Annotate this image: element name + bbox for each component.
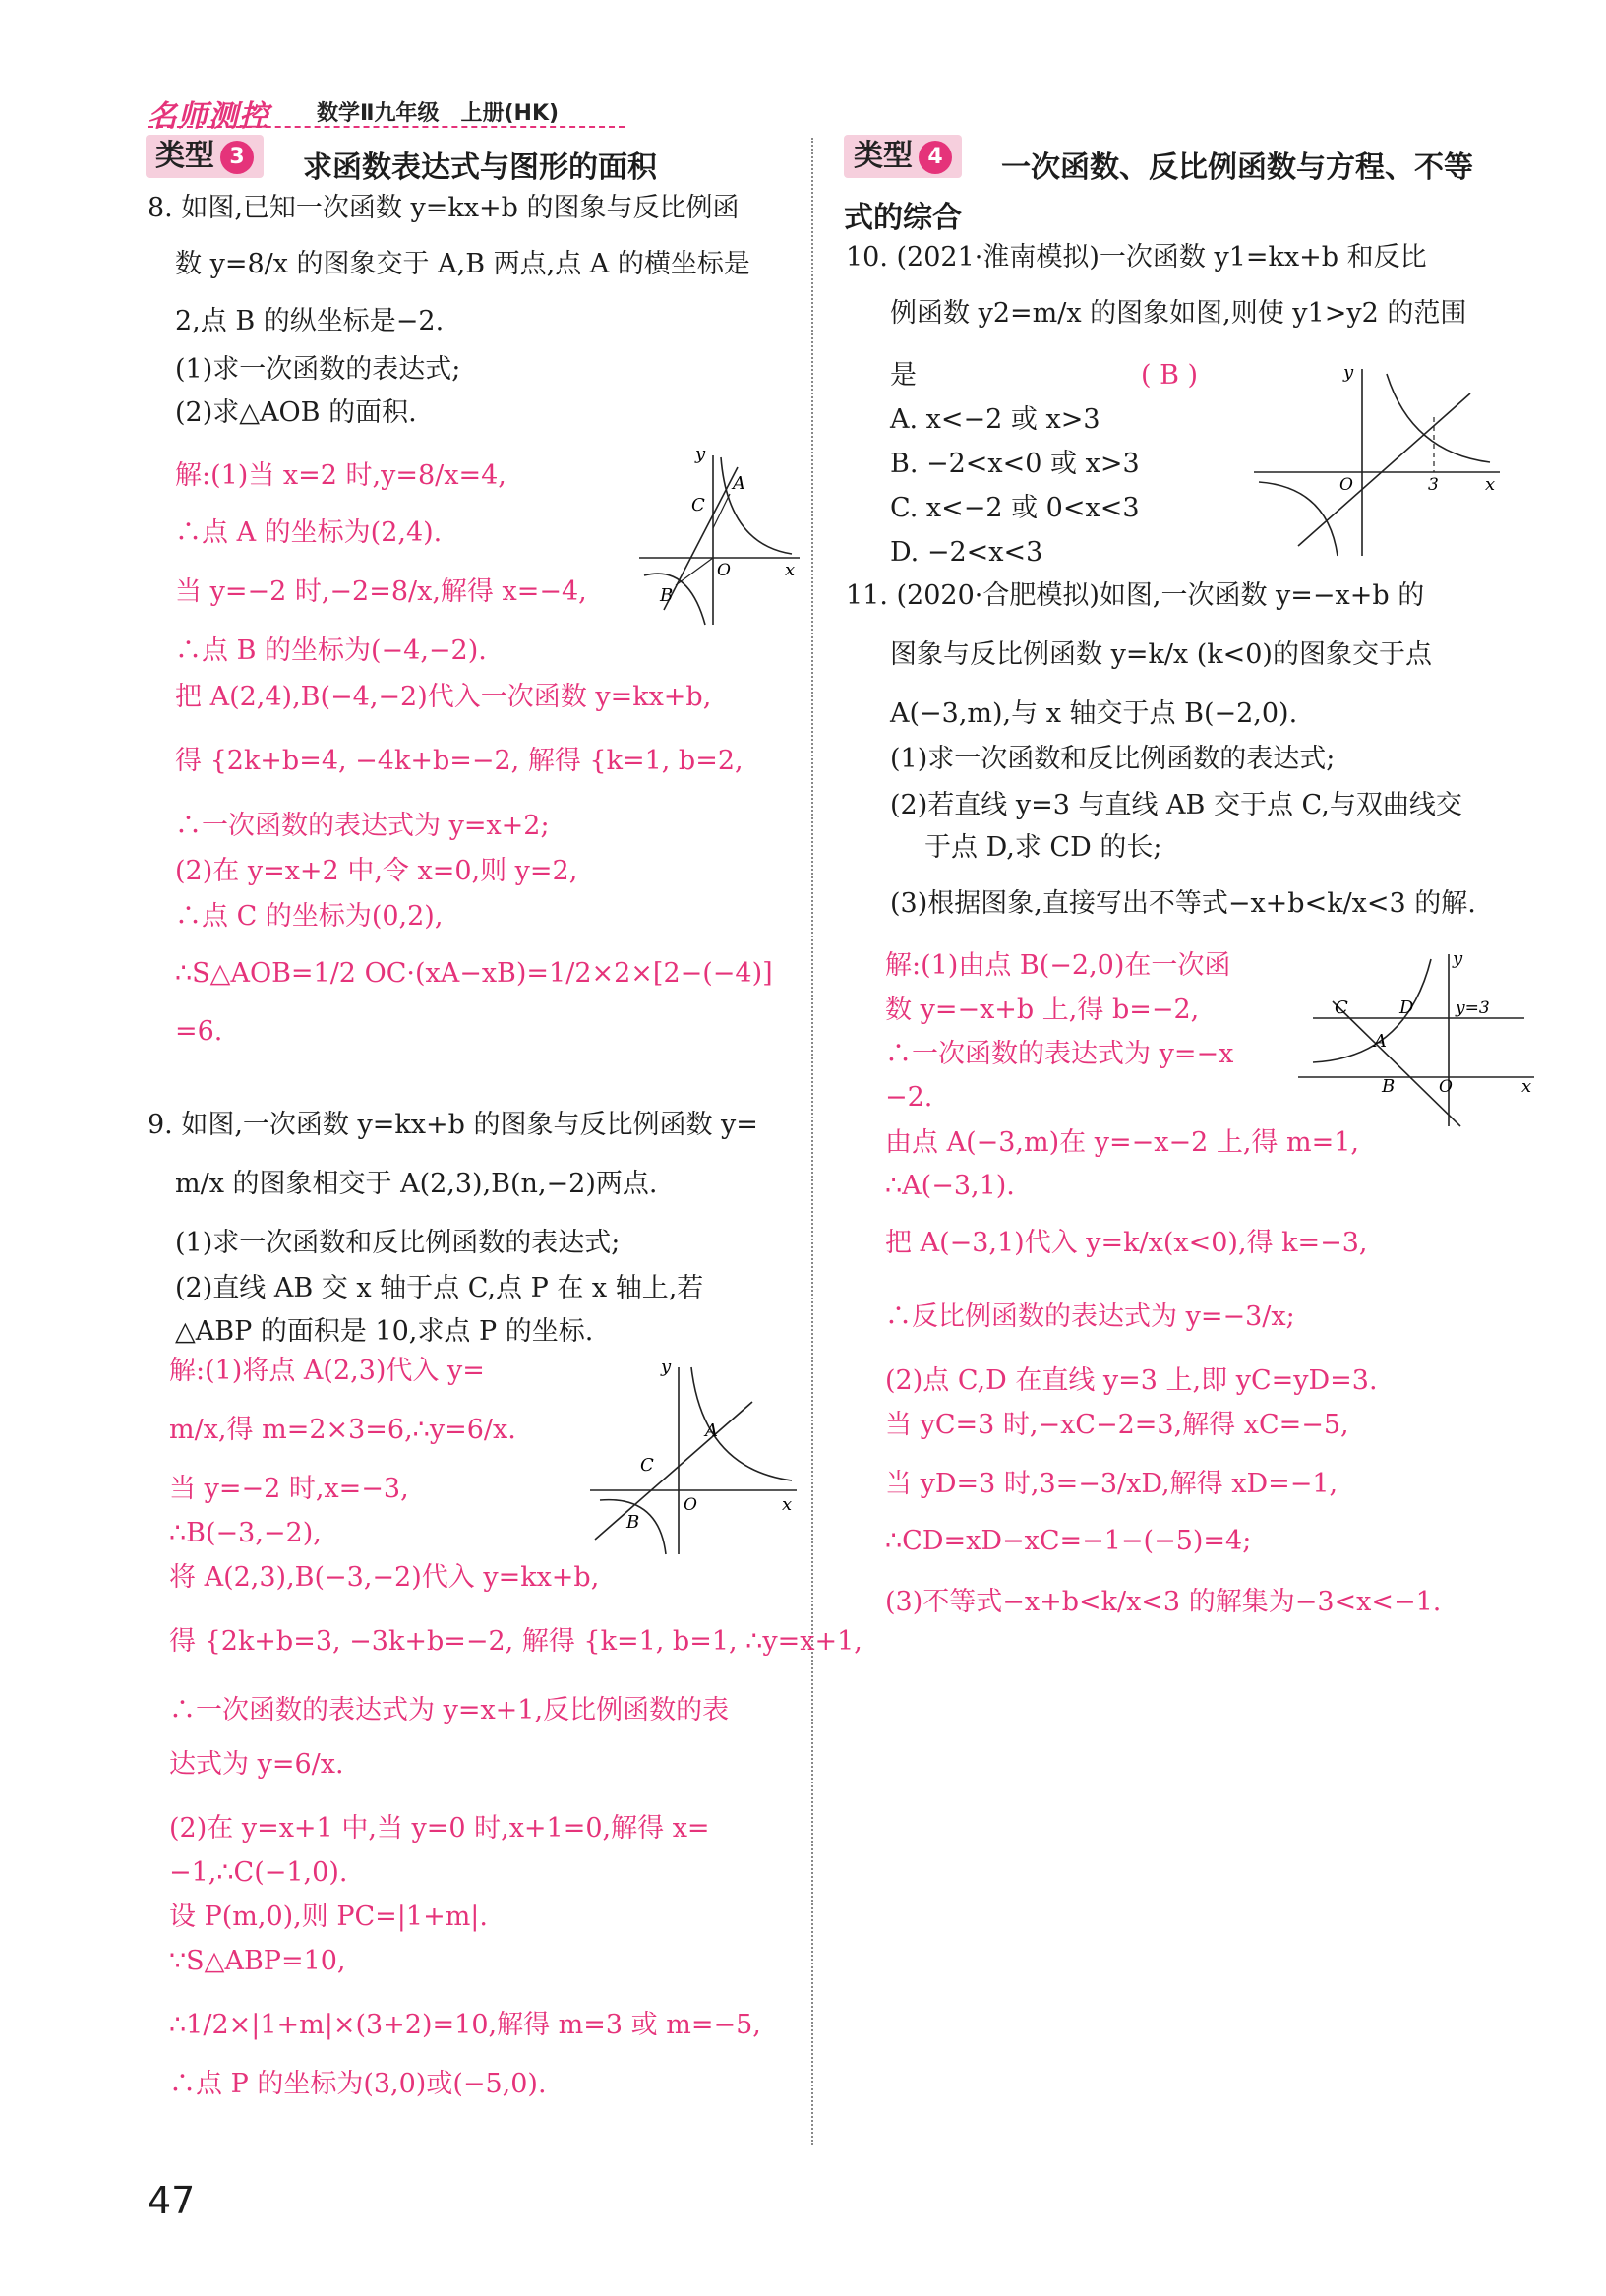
q11-line: (3)根据图象,直接写出不等式−x+b<k/x<3 的解. [890,888,1476,919]
q8-sol-line: 把 A(2,4),B(−4,−2)代入一次函数 y=kx+b, [175,682,712,712]
point-b-label: B [626,1512,640,1533]
q9-sol-line: ∵S△ABP=10, [169,1946,346,1976]
q9-sol-line: 设 P(m,0),则 PC=|1+m|. [169,1902,488,1932]
badge-label: 类型 [854,139,913,173]
origin-label: O [717,561,731,580]
point-a-label: A [733,473,745,494]
q10-option-b: B. −2<x<0 或 x>3 [890,449,1140,479]
q8-line: 2,点 B 的纵坐标是−2. [175,306,445,336]
q8-sol-line: 解:(1)当 x=2 时,y=8/x=4, [175,460,506,491]
q10-option-d: D. −2<x<3 [890,537,1043,568]
hyperbola-branch [644,574,705,625]
q11-figure [1293,944,1539,1131]
point-a-label: A [1374,1031,1387,1052]
x-label: x [782,1494,793,1515]
q8-sol-line: ∴点 B 的坐标为(−4,−2). [175,635,487,666]
line-y3-label: y=3 [1456,998,1490,1018]
line-ab [595,1402,752,1540]
tick-3-label: 3 [1428,475,1439,495]
point-c-label: C [691,495,705,515]
q8-sol-line: ∴点 A 的坐标为(2,4). [175,517,443,548]
q9-sol-line: 达式为 y=6/x. [169,1749,344,1780]
origin-label: O [684,1495,697,1515]
brand-logo: 名师测控 [148,99,269,134]
header-divider [148,126,625,128]
point-b-label: B [660,585,674,606]
q10-option-c: C. x<−2 或 0<x<3 [890,493,1140,523]
point-a-label: A [705,1420,718,1441]
q10-figure [1249,364,1505,561]
q8-sol-line: (2)在 y=x+2 中,令 x=0,则 y=2, [175,856,578,886]
q9-line: 9. 如图,一次函数 y=kx+b 的图象与反比例函数 y= [148,1110,758,1140]
point-c-label: C [640,1455,654,1476]
q9-figure [585,1353,802,1559]
q9-sol-line: 当 y=−2 时,x=−3, [169,1474,409,1504]
x-label: x [785,560,796,580]
q11-sol-line: 解:(1)由点 B(−2,0)在一次函 [885,950,1231,981]
q10-line: 例函数 y2=m/x 的图象如图,则使 y1>y2 的范围 [890,298,1467,329]
q8-line: 8. 如图,已知一次函数 y=kx+b 的图象与反比例函 [148,193,740,223]
segment-ob [676,558,713,585]
q11-sol-line: 由点 A(−3,m)在 y=−x−2 上,得 m=1, [885,1127,1359,1158]
badge-label: 类型 [155,139,214,173]
q11-sol-line: 当 yC=3 时,−xC−2=3,解得 xC=−5, [885,1410,1349,1440]
q8-sol-line: ∴一次函数的表达式为 y=x+2; [175,811,550,841]
q9-sol-line: 得 {2k+b=3, −3k+b=−2, 解得 {k=1, b=1, ∴y=x+1, [169,1626,862,1657]
hyperbola-branch [1387,374,1490,462]
point-b-label: B [1382,1076,1396,1097]
line-ab [664,467,738,610]
q11-line: (1)求一次函数和反比例函数的表达式; [890,744,1336,774]
q11-sol-line: ∴反比例函数的表达式为 y=−3/x; [885,1301,1295,1332]
line-y1 [1298,393,1470,546]
y-label: y [661,1357,672,1377]
q10-line: 10. (2021·淮南模拟)一次函数 y1=kx+b 和反比 [846,242,1427,272]
section-title-4: 一次函数、反比例函数与方程、不等 [1001,151,1473,185]
q9-sol-line: 将 A(2,3),B(−3,−2)代入 y=kx+b, [169,1562,600,1593]
q8-sol-line: 当 y=−2 时,−2=8/x,解得 x=−4, [175,576,587,607]
x-label: x [1485,474,1496,495]
point-c-label: C [1335,997,1348,1018]
q11-sol-line: 数 y=−x+b 上,得 b=−2, [885,995,1200,1025]
section-title-4-cont: 式的综合 [844,201,962,235]
point-d-label: D [1399,997,1414,1018]
q11-sol-line: (3)不等式−x+b<k/x<3 的解集为−3<x<−1. [885,1587,1442,1617]
q9-line: m/x 的图象相交于 A(2,3),B(n,−2)两点. [175,1169,658,1199]
origin-label: O [1439,1077,1453,1097]
q10-line: 是 [890,360,917,391]
q8-line: 数 y=8/x 的图象交于 A,B 两点,点 A 的横坐标是 [175,249,750,279]
q11-line: 于点 D,求 CD 的长; [924,832,1162,863]
q11-line: A(−3,m),与 x 轴交于点 B(−2,0). [890,698,1298,729]
hyperbola-branch [1259,482,1338,556]
q10-answer-text: ( B ) [1141,360,1199,391]
q11-sol-line: ∴CD=xD−xC=−1−(−5)=4; [885,1526,1252,1556]
q9-sol-line: −1,∴C(−1,0). [169,1857,348,1888]
q9-line: (2)直线 AB 交 x 轴于点 C,点 P 在 x 轴上,若 [175,1273,704,1303]
q9-sol-line: ∴一次函数的表达式为 y=x+1,反比例函数的表 [169,1695,730,1725]
book-subtitle: 数学Ⅱ九年级 上册(HK) [317,101,560,126]
q8-sol-line: ∴点 C 的坐标为(0,2), [175,901,444,932]
q8-sol-line: ∴S△AOB=1/2 OC·(xA−xB)=1/2×2×[2−(−4)] [175,958,773,989]
q11-line: (2)若直线 y=3 与直线 AB 交于点 C,与双曲线交 [890,790,1462,820]
q9-sol-line: m/x,得 m=2×3=6,∴y=6/x. [169,1415,516,1445]
section-badge-3 [146,135,264,178]
x-label: x [1521,1076,1532,1097]
line-ab [1333,1001,1460,1126]
hyperbola-branch [721,457,792,554]
q11-line: 11. (2020·合肥模拟)如图,一次函数 y=−x+b 的 [846,580,1425,611]
q8-sol-line: 得 {2k+b=4, −4k+b=−2, 解得 {k=1, b=2, [175,746,744,776]
q11-sol-line: −2. [885,1082,933,1113]
origin-label: O [1339,475,1353,495]
badge-number: 3 [220,141,254,174]
page-number: 47 [148,2179,196,2222]
q9-line: △ABP 的面积是 10,求点 P 的坐标. [175,1316,594,1347]
q8-line: (1)求一次函数的表达式; [175,354,461,385]
q9-line: (1)求一次函数和反比例函数的表达式; [175,1228,621,1258]
q10-option-a: A. x<−2 或 x>3 [890,404,1100,435]
q9-sol-line: ∴1/2×|1+m|×(3+2)=10,解得 m=3 或 m=−5, [169,2010,761,2040]
q9-sol-line: (2)在 y=x+1 中,当 y=0 时,x+1=0,解得 x= [169,1813,710,1843]
q9-sol-line: 解:(1)将点 A(2,3)代入 y= [169,1356,485,1386]
q11-sol-line: ∴一次函数的表达式为 y=−x [885,1039,1234,1069]
section-badge-4 [844,135,962,178]
q9-sol-line: ∴点 P 的坐标为(3,0)或(−5,0). [169,2069,547,2099]
section-title-3: 求函数表达式与图形的面积 [303,151,657,185]
column-divider [811,138,813,2145]
q11-line: 图象与反比例函数 y=k/x (k<0)的图象交于点 [890,639,1432,670]
y-label: y [695,444,706,464]
q8-sol-line: =6. [175,1016,223,1047]
q11-sol-line: ∴A(−3,1). [885,1171,1015,1201]
y-label: y [1343,364,1354,383]
q11-sol-line: 把 A(−3,1)代入 y=k/x(x<0),得 k=−3, [885,1228,1368,1258]
q10-answer [1141,362,1198,389]
q9-sol-line: ∴B(−3,−2), [169,1518,322,1548]
q11-sol-line: (2)点 C,D 在直线 y=3 上,即 yC=yD=3. [885,1365,1378,1396]
q8-line: (2)求△AOB 的面积. [175,397,417,428]
q11-sol-line: 当 yD=3 时,3=−3/xD,解得 xD=−1, [885,1469,1338,1499]
q8-figure [634,438,802,630]
y-label: y [1453,948,1463,969]
badge-number: 4 [919,141,952,174]
